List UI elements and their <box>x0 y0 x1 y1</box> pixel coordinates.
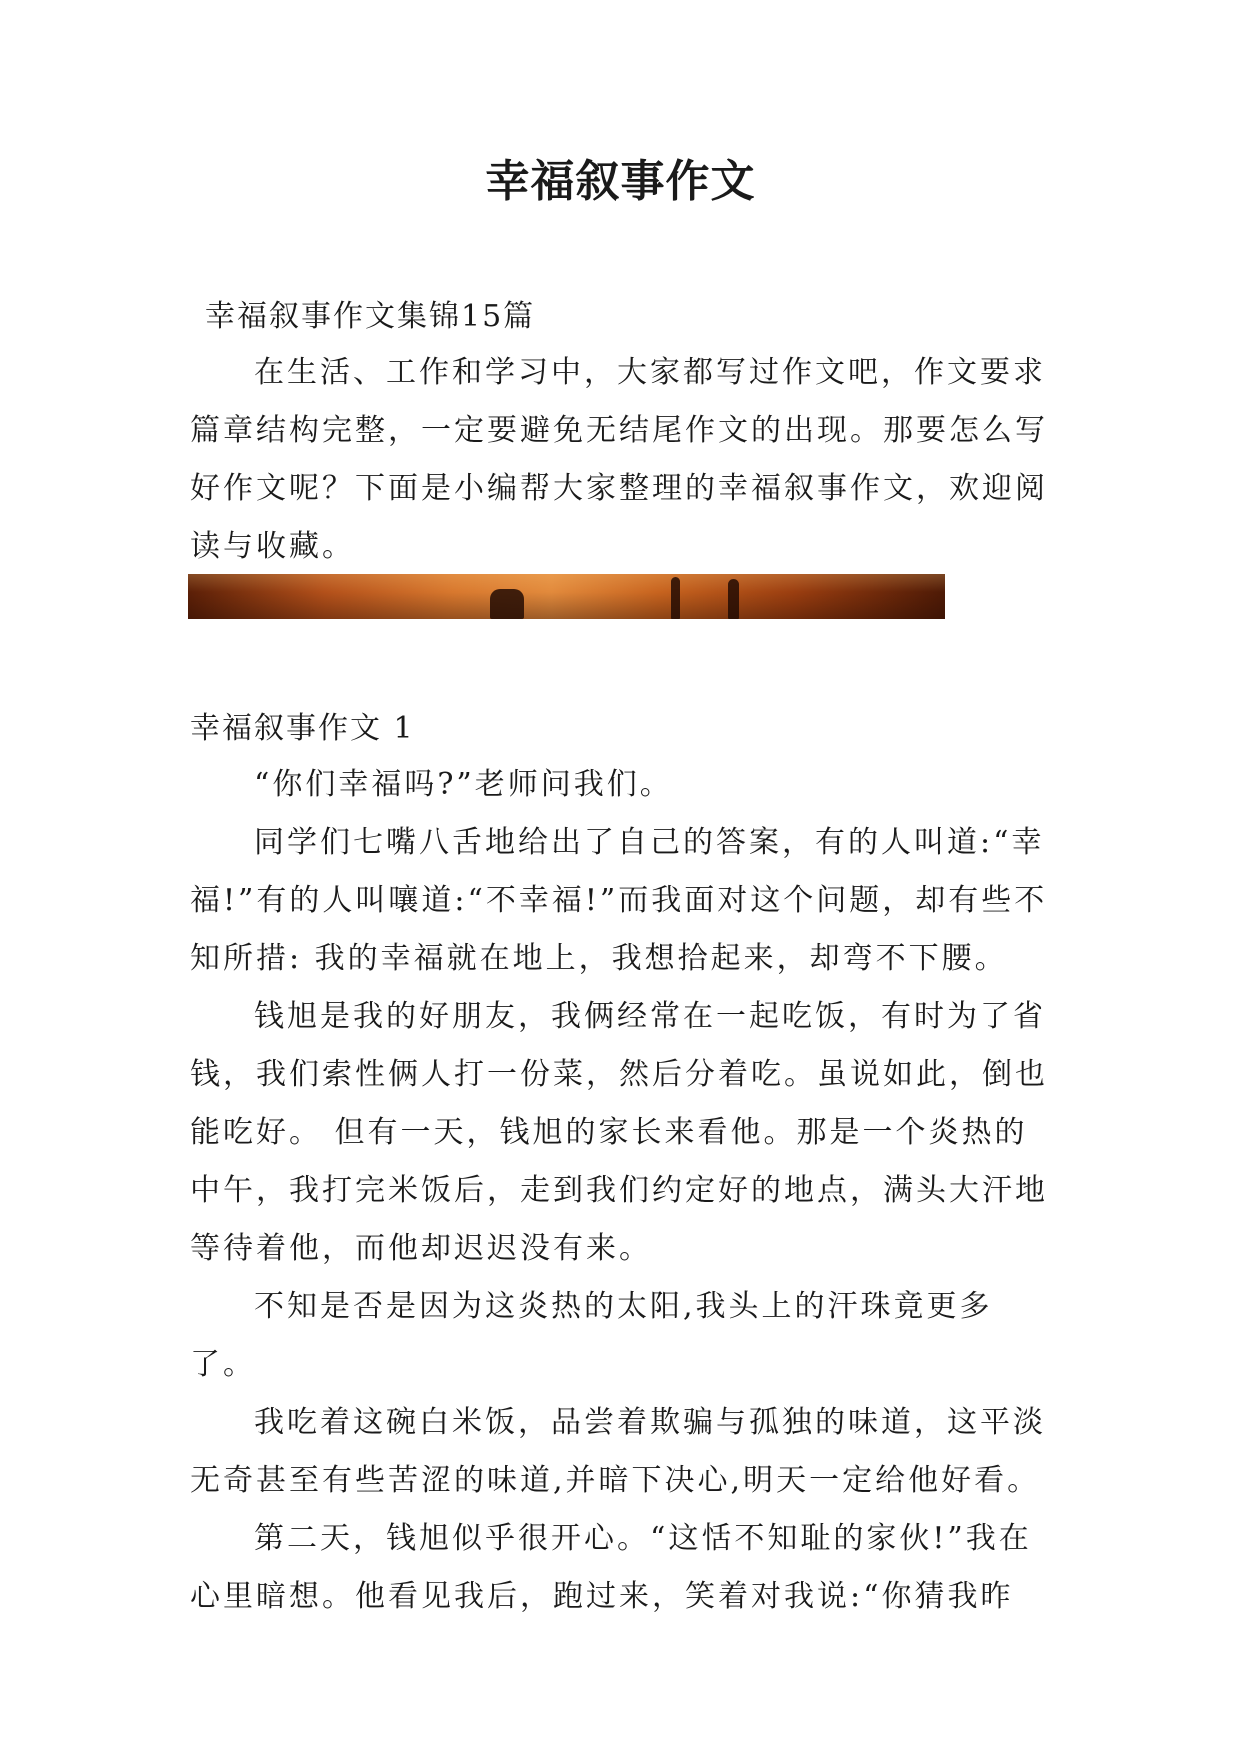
essay-body <box>190 756 1050 1626</box>
document-title: 幸福叙事作文 <box>485 156 756 207</box>
intro-paragraph: 在生活、工作和学习中，大家都写过作文吧，作文要求篇章结构完整，一定要避免无结尾作文的出现。那要怎么写好作文呢？下面是小编帮大家整理的幸福叙事作文，欢迎阅读与收藏。 <box>190 355 1048 564</box>
essay-paragraph: 第二天，钱旭似乎很开心。“这恬不知耻的家伙!”我在心里暗想。他看见我后，跑过来，笑着对我说:“你猜我昨 <box>190 1521 1032 1614</box>
essay-paragraph: 我吃着这碗白米饭，品尝着欺骗与孤独的味道，这平淡无奇甚至有些苦涩的味道,并暗下决心,明天一定给他好看。 <box>190 1405 1046 1498</box>
essay-paragraph: 不知是否是因为这炎热的太阳,我头上的汗珠竟更多了。 <box>190 1289 993 1382</box>
essay-paragraph: 钱旭是我的好朋友，我俩经常在一起吃饭，有时为了省钱，我们索性俩人打一份菜，然后分着吃。虽说如此，倒也能吃好。 但有一天，钱旭的家长来看他。那是一个炎热的中午，我打完米饭后，走到我们约定好的地点，满头大汗地等待着他，而他却迟迟没有来。 <box>190 999 1048 1266</box>
section-heading: 幸福叙事作文 1 <box>190 711 415 746</box>
banner-silhouette-left <box>490 589 524 619</box>
document-subtitle: 幸福叙事作文集锦15篇 <box>205 299 536 334</box>
essay-paragraph: 同学们七嘴八舌地给出了自己的答案，有的人叫道:“幸福!”有的人叫嚷道:“不幸福!”而我面对这个问题，却有些不知所措: 我的幸福就在地上，我想拾起来，却弯不下腰。 <box>190 825 1048 976</box>
banner-silhouette-leg-2 <box>728 579 739 619</box>
sunset-banner-image <box>188 574 945 619</box>
banner-silhouette-leg-1 <box>671 577 680 619</box>
essay-paragraph: “你们幸福吗?”老师问我们。 <box>254 767 673 802</box>
banner-sheen <box>188 574 945 619</box>
